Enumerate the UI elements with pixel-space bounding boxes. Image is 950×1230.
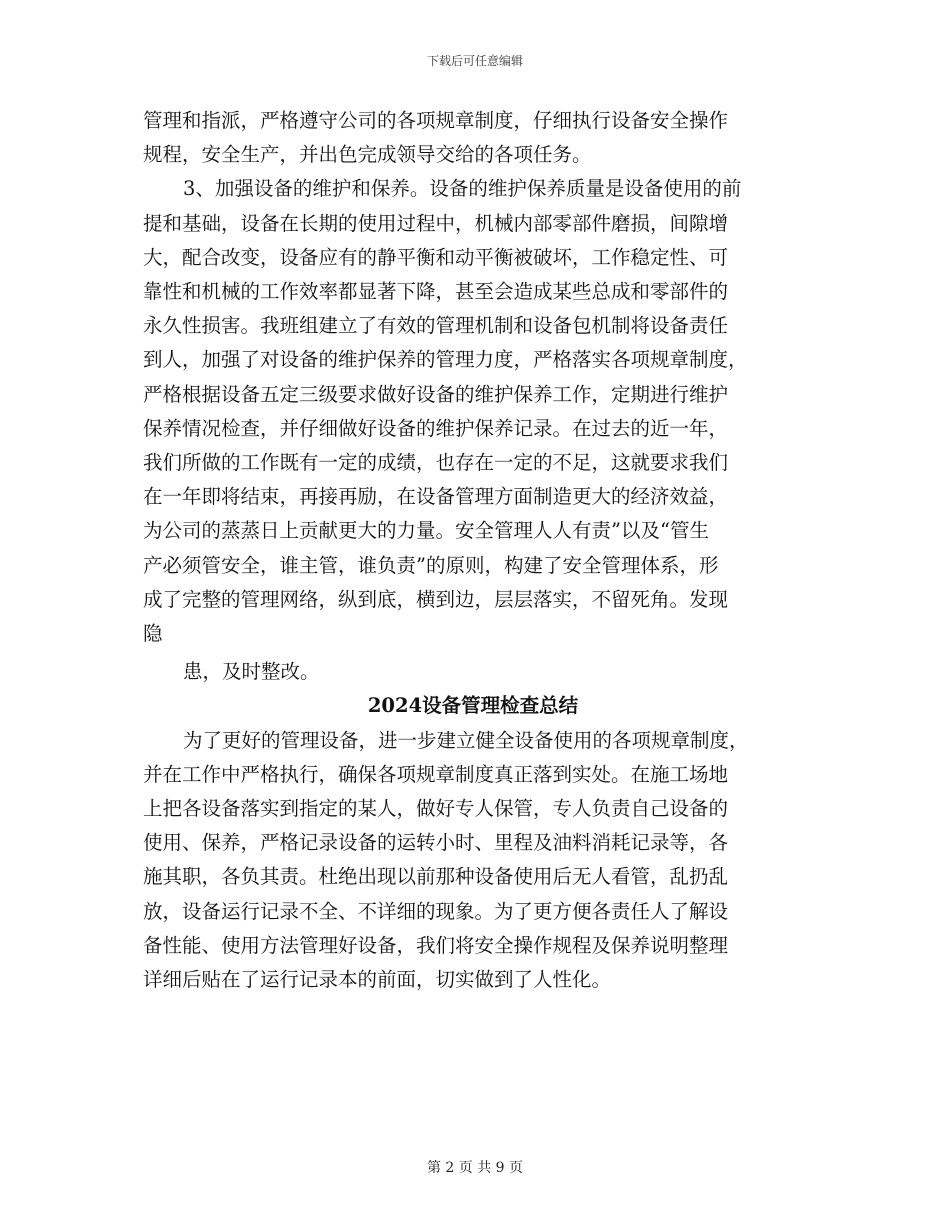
text-line: 备性能、使用方法管理好设备，我们将安全操作规程及保养说明整理 bbox=[143, 933, 729, 957]
document-body bbox=[143, 104, 803, 997]
text-line: 成了完整的管理网络，纵到底，横到边，层层落实，不留死角。发现 bbox=[143, 587, 729, 611]
text-line: 管理和指派，严格遵守公司的各项规章制度，仔细执行设备安全操作 bbox=[143, 109, 729, 132]
text-line: 为公司的蒸蒸日上贡献更大的力量。安全管理人人有责”以及“管生 bbox=[143, 519, 709, 543]
text-line: 规程，安全生产，并出色完成领导交给的各项任务。 bbox=[143, 143, 592, 167]
paragraph-rectify bbox=[143, 655, 803, 689]
text-line: 为了更好的管理设备，进一步建立健全设备使用的各项规章制度， bbox=[183, 728, 749, 752]
text-line: 在一年即将结束，再接再励，在设备管理方面制造更大的经济效益， bbox=[143, 485, 729, 509]
text-line: 大，配合改变，设备应有的静平衡和动平衡被破坏，工作稳定性、可 bbox=[143, 245, 729, 269]
text-line: 上把各设备落实到指定的某人，做好专人保管，专人负责自己设备的 bbox=[143, 797, 729, 821]
paragraph-summary bbox=[143, 724, 803, 998]
text-line: 患，及时整改。 bbox=[183, 660, 320, 684]
text-line: 放，设备运行记录不全、不详细的现象。为了更方便各责任人了解设 bbox=[143, 899, 729, 923]
text-line: 使用、保养，严格记录设备的运转小时、里程及油料消耗记录等，各 bbox=[143, 831, 729, 855]
text-line: 并在工作中严格执行，确保各项规章制度真正落到实处。在施工场地 bbox=[143, 762, 729, 786]
section-title: 2024设备管理检查总结 bbox=[367, 694, 579, 718]
text-line: 保养情况检查，并仔细做好设备的维护保养记录。在过去的近一年， bbox=[143, 416, 729, 440]
text-line: 到人，加强了对设备的维护保养的管理力度，严格落实各项规章制度， bbox=[143, 348, 748, 372]
text-line: 我们所做的工作既有一定的成绩，也存在一定的不足，这就要求我们 bbox=[143, 451, 729, 475]
text-line: 永久性损害。我班组建立了有效的管理机制和设备包机制将设备责任 bbox=[143, 314, 729, 338]
text-line: 提和基础，设备在长期的使用过程中，机械内部零部件磨损，间隙增 bbox=[143, 211, 729, 235]
text-line: 隐 bbox=[143, 622, 163, 646]
text-line: 严格根据设备五定三级要求做好设备的维护保养工作，定期进行维护 bbox=[143, 382, 729, 406]
text-line: 产必须管安全，谁主管，谁负责”的原则，构建了安全管理体系，形 bbox=[143, 553, 719, 577]
page-header-note: 下载后可任意编辑 bbox=[426, 54, 523, 68]
text-line: 靠性和机械的工作效率都显著下降，甚至会造成某些总成和零部件的 bbox=[143, 280, 729, 304]
paragraph-maintenance bbox=[143, 172, 803, 651]
text-line: 施其职，各负其责。杜绝出现以前那种设备使用后无人看管，乱扔乱 bbox=[143, 865, 729, 889]
page-number: 第 2 页 共 9 页 bbox=[426, 1160, 524, 1176]
text-line: 详细后贴在了运行记录本的前面，切实做到了人性化。 bbox=[143, 968, 612, 992]
paragraph-continuation bbox=[143, 104, 803, 172]
text-line: 3、加强设备的维护和保养。设备的维护保养质量是设备使用的前 bbox=[183, 177, 742, 201]
